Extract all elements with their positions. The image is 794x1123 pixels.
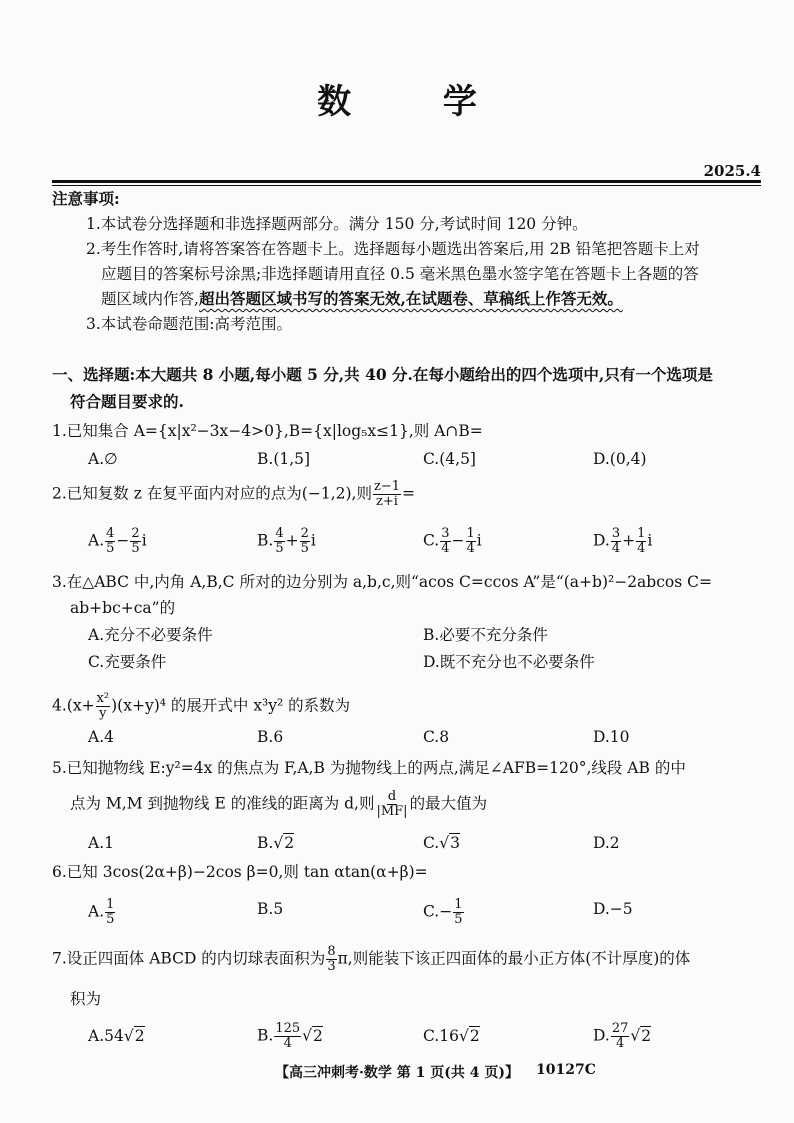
question-4-stem: [52, 692, 350, 721]
q2-d-i: i: [647, 531, 653, 550]
q4-option-c: C.8: [423, 728, 450, 746]
q2-b-n1: 4: [275, 526, 284, 541]
q2-option-a: [88, 527, 147, 556]
q5-option-b: [257, 832, 294, 854]
q4-frac-numerator: x²: [96, 691, 110, 706]
q2-c-frac-2: [466, 527, 476, 556]
q2-a-frac-1: [105, 527, 115, 556]
q5-option-d: D.2: [593, 834, 620, 852]
q2-a-i: i: [141, 531, 147, 550]
q2-c-n1: 3: [441, 526, 450, 541]
q2-a-n2: 2: [131, 526, 140, 541]
q7-b-n: 125: [275, 1021, 301, 1036]
q6-c-label: C.−: [423, 902, 453, 921]
q7-option-b: [257, 1022, 323, 1051]
header-rule-thin: [52, 185, 761, 186]
q2-c-d2: 4: [466, 541, 475, 556]
q7-option-d: [593, 1022, 651, 1051]
q2-stem-text: 2.已知复数 z 在复平面内对应的点为(−1,2),则: [52, 484, 372, 503]
q5-b-label: B.√: [257, 834, 284, 852]
question-6-stem: 6.已知 3cos(2α+β)−2cos β=0,则 tan αtan(α+β)=: [52, 863, 428, 881]
q2-option-b: [257, 527, 316, 556]
q2-a-d2: 5: [131, 541, 140, 556]
q2-option-d: [593, 527, 652, 556]
notice-item-2-line-2: 应题目的答案标号涂黑;非选择题请用直径 0.5 毫米黑色墨水签字笔在答题卡上各题的答: [101, 265, 699, 283]
q2-c-label: C.: [423, 531, 440, 550]
q2-d-n2: 1: [637, 526, 646, 541]
question-1-stem: 1.已知集合 A={x|x²−3x−4>0},B={x|log₅x≤1},则 A∩B=: [52, 422, 483, 440]
q4-option-b: B.6: [257, 728, 284, 746]
q1-option-c: C.(4,5]: [423, 450, 476, 468]
q6-option-a: [88, 898, 116, 927]
q2-d-d2: 4: [637, 541, 646, 556]
q2-c-d1: 4: [441, 541, 450, 556]
q2-d-op: +: [622, 531, 636, 550]
question-5-stem-line-2: [70, 790, 487, 819]
q2-a-frac-2: [130, 527, 140, 556]
q7-a-radicand: 2: [134, 1027, 145, 1045]
q2-a-label: A.: [88, 531, 105, 550]
q2-frac-numerator: z−1: [373, 479, 400, 494]
q4-option-d: D.10: [593, 728, 630, 746]
page-title: 数 学: [317, 82, 517, 122]
q2-b-d1: 5: [275, 541, 284, 556]
q2-b-n2: 2: [300, 526, 309, 541]
question-5-stem-line-1: 5.已知抛物线 E:y²=4x 的焦点为 F,A,B 为抛物线上的两点,满足∠AFB=120°,线段 AB 的中: [52, 759, 686, 777]
page-footer: 【高三冲刺考·数学 第 1 页(共 4 页)】: [275, 1065, 519, 1081]
q3-option-b: B.必要不充分条件: [423, 626, 548, 644]
q7-d-d: 4: [615, 1036, 625, 1051]
q2-d-label: D.: [593, 531, 610, 550]
q2-fraction: [373, 480, 401, 509]
q7-c-radicand: 2: [469, 1027, 480, 1045]
q6-option-d: D.−5: [593, 900, 633, 918]
q7-d-frac: [611, 1022, 630, 1051]
q7-d-sqrt: √: [630, 1026, 641, 1045]
paper-code: 10127C: [536, 1062, 596, 1078]
section-1-heading: 一、选择题:本大题共 8 小题,每小题 5 分,共 40 分.在每小题给出的四个选项中,只有一个选项是: [52, 365, 713, 384]
q5-c-radicand: 3: [450, 834, 460, 852]
q4-stem-end: )(x+y)⁴ 的展开式中 x³y² 的系数为: [111, 696, 351, 715]
q1-option-a: A.∅: [88, 450, 118, 468]
q7-d-label: D.: [593, 1026, 610, 1045]
q5-frac-denominator: |MF|: [376, 804, 408, 819]
q2-c-frac-1: [440, 527, 450, 556]
section-1-heading-line-2: 符合题目要求的.: [70, 392, 184, 411]
q7-frac-numerator: 8: [327, 944, 336, 959]
q4-option-a: A.4: [88, 728, 114, 746]
question-2-stem: [52, 480, 415, 509]
q7-option-a: [88, 1025, 145, 1047]
q1-option-d: D.(0,4): [593, 450, 647, 468]
q2-d-frac-1: [611, 527, 621, 556]
q7-stem-text-2: π,则能装下该正四面体的最小正方体(不计厚度)的体: [337, 949, 691, 968]
notice-item-2-line-1: 2.考生作答时,请将答案答在答题卡上。选择题每小题选出答案后,用 2B 铅笔把答题卡上对: [86, 240, 700, 258]
exam-date: 2025.4: [703, 162, 761, 180]
q7-fraction: [326, 945, 336, 974]
notice-item-3: 3.本试卷命题范围:高考范围。: [86, 315, 293, 333]
q2-b-frac-2: [300, 527, 310, 556]
q5-stem-end: 的最大值为: [409, 794, 488, 813]
q3-option-d: D.既不充分也不必要条件: [423, 653, 595, 671]
question-7-stem-line-1: [52, 945, 690, 974]
q2-option-c: [423, 527, 482, 556]
q2-d-frac-2: [636, 527, 646, 556]
q2-c-n2: 1: [466, 526, 475, 541]
notice-warning: 超出答题区域书写的答案无效,在试题卷、草稿纸上作答无效。: [198, 289, 623, 308]
q6-c-frac: [453, 898, 463, 927]
q5-c-label: C.√: [423, 834, 450, 852]
q5-b-radicand: 2: [284, 834, 295, 852]
q2-b-frac-1: [274, 527, 284, 556]
q5-frac-numerator: d: [387, 789, 397, 804]
q7-b-frac: [274, 1022, 301, 1051]
q6-a-frac: [105, 898, 115, 927]
q6-a-label: A.: [88, 902, 105, 921]
notice-item-2-line-3a: 题区域内作答,: [101, 290, 199, 308]
q6-c-d: 5: [454, 912, 463, 927]
notice-heading: 注意事项:: [52, 189, 120, 208]
q6-a-n: 1: [106, 897, 115, 912]
q2-d-d1: 4: [611, 541, 621, 556]
q4-stem-text: 4.(x+: [52, 696, 95, 715]
q5-fraction: [375, 790, 408, 819]
q6-option-b: B.5: [257, 900, 284, 918]
notice-item-1: 1.本试卷分选择题和非选择题两部分。满分 150 分,考试时间 120 分钟。: [86, 215, 588, 233]
q2-b-d2: 5: [300, 541, 309, 556]
q6-option-c: [423, 898, 465, 927]
q2-c-op: −: [451, 531, 465, 550]
q4-frac-denominator: y: [99, 706, 107, 721]
header-rule: [52, 180, 761, 183]
q2-b-i: i: [310, 531, 316, 550]
q2-b-label: B.: [257, 531, 274, 550]
q3-option-a: A.充分不必要条件: [88, 626, 213, 644]
q4-fraction: [96, 692, 111, 721]
question-3-stem-line-2: ab+bc+ca”的: [70, 599, 176, 617]
q5-option-c: [423, 832, 460, 854]
q2-stem-end: =: [401, 484, 415, 503]
q2-frac-denominator: z+i: [376, 494, 398, 509]
q6-a-d: 5: [106, 912, 115, 927]
q5-stem-text: 点为 M,M 到抛物线 E 的准线的距离为 d,则: [70, 794, 375, 813]
q5-option-a: A.1: [88, 834, 114, 852]
q7-c-label: C.16√: [423, 1027, 469, 1045]
q7-stem-text: 7.设正四面体 ABCD 的内切球表面积为: [52, 949, 326, 968]
question-7-stem-line-2: 积为: [70, 990, 102, 1008]
q2-a-n1: 4: [106, 526, 115, 541]
question-3-stem-line-1: 3.在△ABC 中,内角 A,B,C 所对的边分别为 a,b,c,则“acos C=ccos A”是“(a+b)²−2abcos C=: [52, 573, 712, 591]
q7-frac-denominator: 3: [327, 959, 336, 974]
q7-b-d: 4: [283, 1036, 292, 1051]
q2-a-d1: 5: [106, 541, 115, 556]
q1-option-b: B.(1,5]: [257, 450, 311, 468]
q6-c-n: 1: [454, 897, 463, 912]
q3-option-c: C.充要条件: [88, 653, 167, 671]
q2-d-n1: 3: [611, 526, 621, 541]
q7-b-label: B.: [257, 1026, 274, 1045]
q7-b-sqrt: √: [302, 1026, 313, 1045]
q7-option-c: [423, 1025, 480, 1047]
q7-d-radicand: 2: [641, 1026, 652, 1045]
q7-a-label: A.54√: [88, 1027, 134, 1045]
q7-d-n: 27: [611, 1021, 629, 1036]
q2-b-op: +: [285, 531, 299, 550]
q7-b-radicand: 2: [313, 1026, 323, 1045]
q2-a-op: −: [116, 531, 130, 550]
q2-c-i: i: [476, 531, 482, 550]
notice-item-2-line-3: [101, 288, 623, 310]
